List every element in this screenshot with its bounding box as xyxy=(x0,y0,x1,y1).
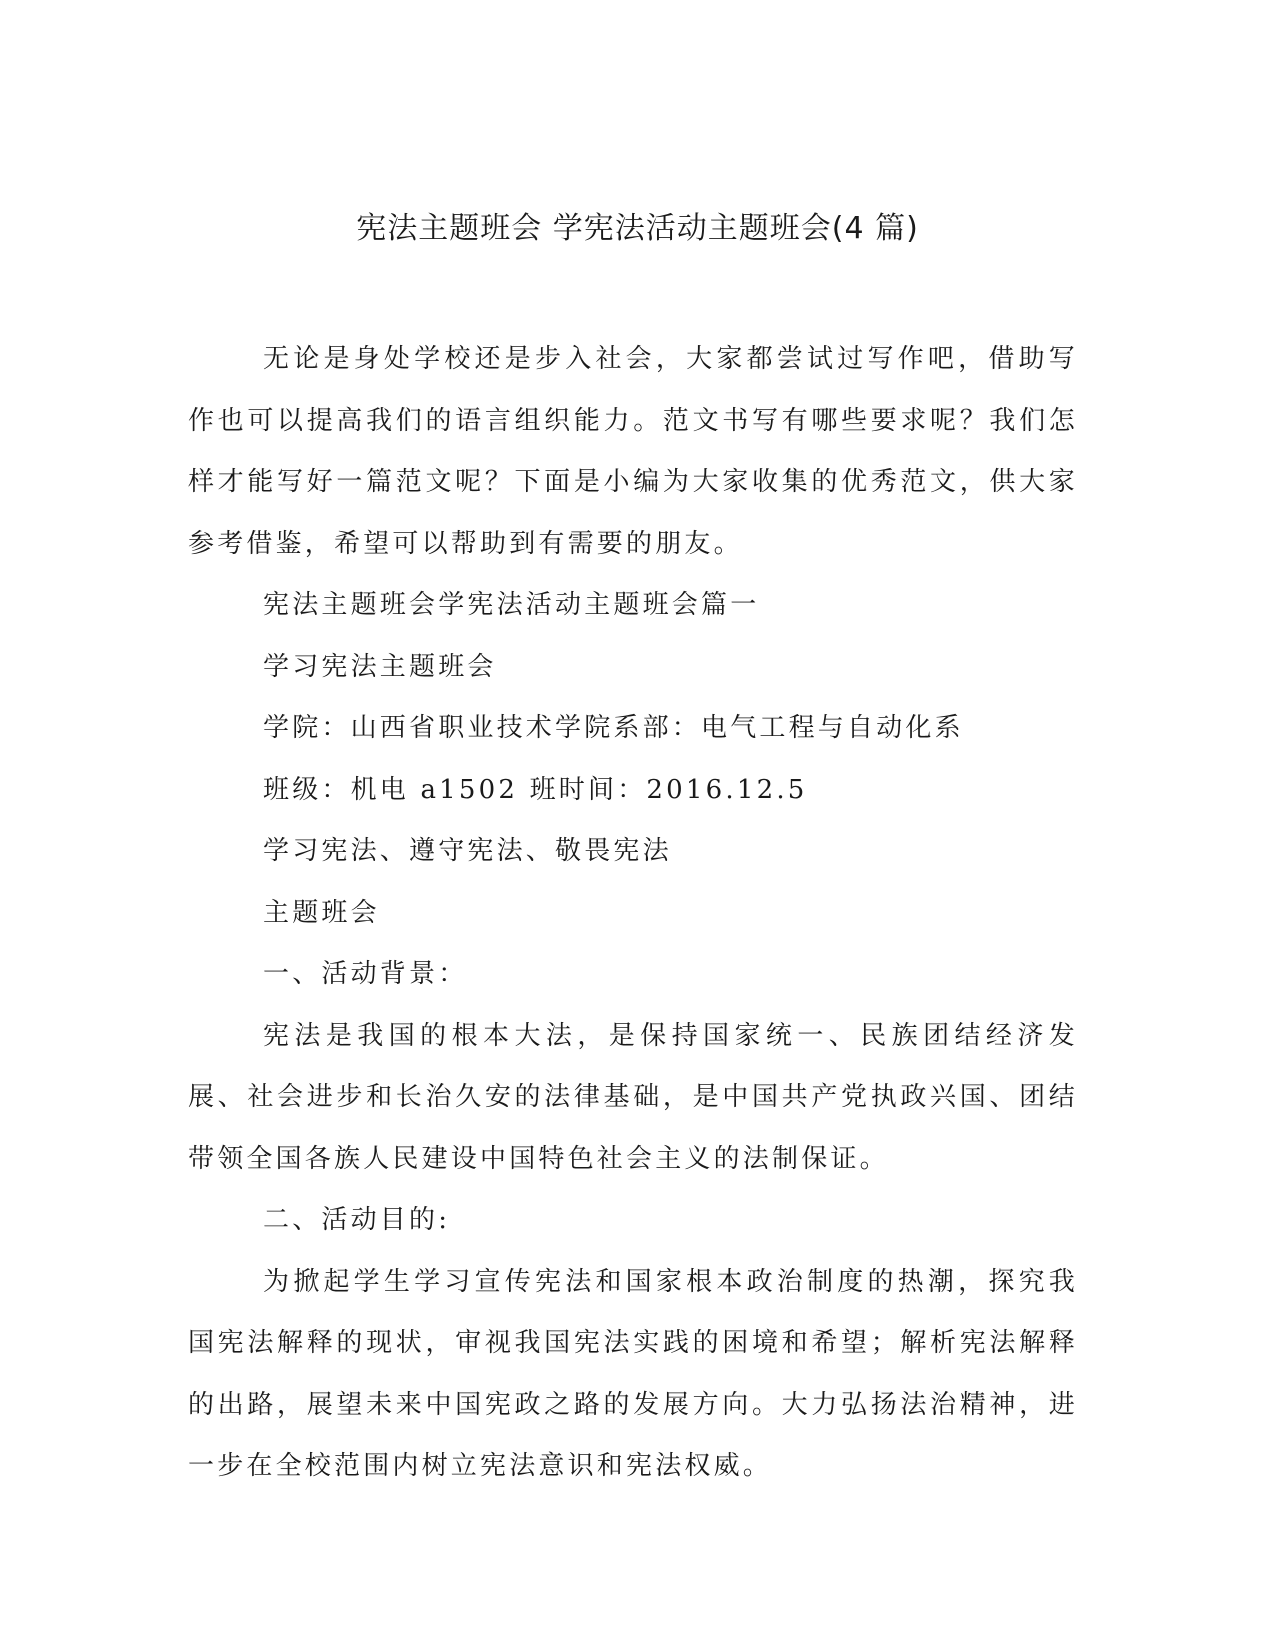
document-title: 宪法主题班会 学宪法活动主题班会(4 篇) xyxy=(356,211,919,246)
background-heading: 一、活动背景： xyxy=(263,959,468,989)
intro-paragraph: 无论是身处学校还是步入社会，大家都尝试过写作吧，借助写作也可以提高我们的语言组织能力。范文书写有哪些要求呢？我们怎样才能写好一篇范文呢？下面是小编为大家收集的优秀范文，供大家参考借鉴，希望可以帮助到有需要的朋友。 xyxy=(188,344,1078,559)
background-paragraph: 宪法是我国的根本大法，是保持国家统一、民族团结经济发展、社会进步和长治久安的法律基础，是中国共产党执政兴国、团结带领全国各族人民建设中国特色社会主义的法制保证。 xyxy=(188,1020,1078,1174)
college-info-line: 学院：山西省职业技术学院系部：电气工程与自动化系 xyxy=(263,713,964,743)
document-body xyxy=(188,329,1078,1498)
class-time-line: 班级：机电 a1502 班时间：2016.12.5 xyxy=(263,774,808,805)
purpose-heading: 二、活动目的: xyxy=(263,1205,451,1235)
subtitle-line: 学习宪法主题班会 xyxy=(263,651,497,682)
theme-meeting-line: 主题班会 xyxy=(263,897,380,928)
theme-line: 学习宪法、遵守宪法、敬畏宪法 xyxy=(263,836,672,866)
section-heading-part-one: 宪法主题班会学宪法活动主题班会篇一 xyxy=(263,590,760,620)
purpose-paragraph: 为掀起学生学习宣传宪法和国家根本政治制度的热潮，探究我国宪法解释的现状，审视我国宪法实践的困境和希望；解析宪法解释的出路，展望未来中国宪政之路的发展方向。大力弘扬法治精神，进一步在全校范围内树立宪法意识和宪法权威。 xyxy=(188,1266,1078,1481)
